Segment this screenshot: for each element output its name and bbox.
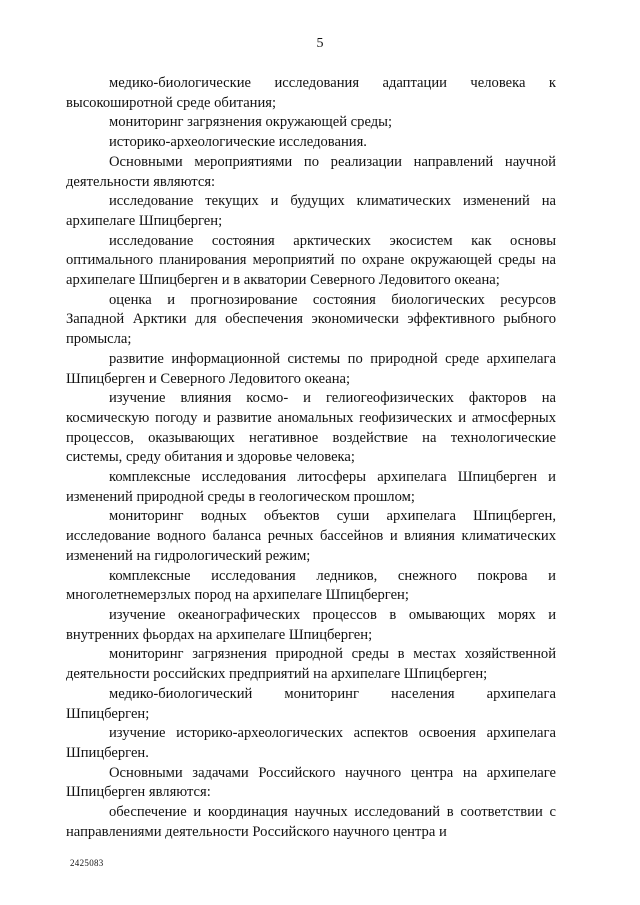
paragraph-oceanographic-processes: изучение океанографических процессов в омывающих морях и внутренних фьордах на архипелаге Шпицберген;: [66, 606, 556, 643]
paragraph-historical-research: историко-археологические исследования.: [109, 134, 367, 151]
paragraph-pollution-monitoring: мониторинг загрязнения природной среды в местах хозяйственной деятельности российских предприятий на архипелаге Шпицберген;: [66, 646, 556, 683]
paragraph-water-monitoring: мониторинг водных объектов суши архипелага Шпицберген, исследование водного баланса речных бассейнов и влияния климатических изменений на гидрологический режим;: [66, 508, 556, 564]
document-code: 2425083: [70, 858, 104, 868]
paragraph-lithosphere-research: комплексные исследования литосферы архипелага Шпицберген и изменений природной среды в геологическом прошлом;: [66, 469, 556, 505]
paragraph-coordination: обеспечение и координация научных исследований в соответствии с направлениями деятельности Российского научного центра и: [66, 804, 556, 840]
paragraph-glacier-research: комплексные исследования ледников, снежного покрова и многолетнемерзлых пород на архипелаге Шпицберген;: [66, 567, 556, 604]
paragraph-medical-biological-research: медико-биологические исследования адаптации человека к высокоширотной среде обитания;: [66, 75, 556, 111]
paragraph-main-tasks-intro: Основными задачами Российского научного центра на архипелаге Шпицберген являются:: [66, 764, 556, 801]
paragraph-information-system: развитие информационной системы по природной среде архипелага Шпицберген и Северного Ледовитого океана;: [66, 350, 556, 387]
paragraph-climate-change-research: исследование текущих и будущих климатических изменений на архипелаге Шпицберген;: [66, 193, 556, 229]
paragraph-arctic-ecosystems: исследование состояния арктических экосистем как основы оптимального планирования мероприятий по охране окружающей среды на архипелаге Шпицберген и в акватории Северного Ледовитого океана;: [66, 232, 556, 289]
paragraph-historical-aspects: изучение историко-археологических аспектов освоения архипелага Шпицберген.: [66, 725, 556, 761]
paragraph-main-activities-intro: Основными мероприятиями по реализации направлений научной деятельности являются:: [66, 153, 556, 190]
page-number: 5: [316, 36, 324, 51]
paragraph-geophysical-factors: изучение влияния космо- и гелиогеофизических факторов на космическую погоду и развитие аномальных геофизических и атмосферных процессов, оказывающих негативное воздействие на технологические системы, среду обитания и здоровье человека;: [66, 390, 556, 466]
paragraph-population-monitoring: медико-биологический мониторинг населения архипелага Шпицберген;: [66, 685, 556, 722]
document-body: [66, 74, 556, 842]
paragraph-biological-resources: оценка и прогнозирование состояния биологических ресурсов Западной Арктики для обеспечения экономически эффективного рыбного промысла;: [66, 291, 556, 348]
paragraph-environment-monitoring: мониторинг загрязнения окружающей среды;: [109, 114, 393, 131]
